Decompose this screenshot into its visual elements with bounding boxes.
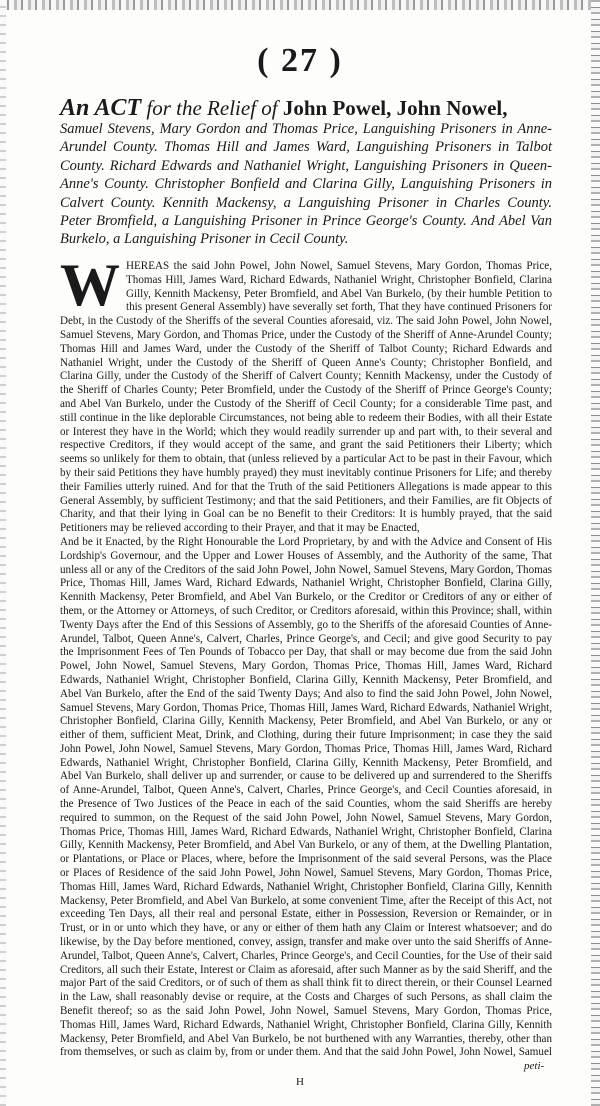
act-title-prefix: An ACT — [60, 95, 142, 121]
catchword: peti- — [524, 1060, 545, 1072]
preamble-text: HEREAS the said John Powel, John Nowel, Samuel Stevens, Mary Gordon, Thomas Price, Thomas Hill, James Ward, Richard Edwards, Nathaniel Wright, Christopher Bonfield, Clarina Gilly, Kennith Mackensy, Peter Bromfield, and Abel Van Burkelo, (by their humble Petition to this present General Assembly) have severally set forth, That they have continued Prisoners for Debt, in the Custody of the Sheriffs of the several Counties aforesaid, viz. The said John Powel, John Nowel, Samuel Stevens, Mary Gordon, and Thomas Price, under the Custody of the Sheriff of Anne-Arundel County; Thomas Hill and James Ward, under the Custody of the Sheriff of Talbot County; Richard Edwards and Nathaniel Wright, under the Custody of the Sheriff of Queen Anne's County; Christopher Bonfield, and Clarina Gilly, under the Custody of the Sheriff of Calvert County; Kennith Mackensy, under the Custody of the Sheriff of Charles County; Peter Bromfield, under the Custody of the Sheriff of Prince George's County; and Abel Van Burkelo, under the Custody of the Sheriff of Cecil County; for a considerable Time past, and still continue in the like deplorable Circumstances, not being able to redeem their Bodies, with all their Estate or Interest they have in the World; which they would readily surrender up and part with, to their several and respective Creditors, if they would accept of the same, and grant the said Petitioners their Liberty; which seems so unlikely for them to obtain, that (unless relieved by a particular Act to be past in their Favour, which by their said Petitions they have humbly prayed) they must inevitably continue Prisoners for Life; and thereby their Families utterly ruined. And for that the Truth of the said Petitioners Allegations is made appear to this General Assembly, by sufficient Testimony; and that the said Petitioners, and their Families, are fit Objects of Charity, and that their lying in Goal can be no Benefit to their Creditors: It is humbly prayed, that the said Petitioners may be relieved according to their Prayer, and that it may be Enacted, — [60, 260, 552, 535]
act-text — [60, 260, 552, 1060]
page-number: ( 27 ) — [257, 42, 343, 79]
signature-mark: H — [296, 1076, 304, 1088]
enactment-text: And be it Enacted, by the Right Honourable the Lord Proprietary, by and with the Advice and Consent of His Lordship's Governour, and the Upper and Lower Houses of Assembly, and the Authority of the same, That unless all or any of the Creditors of the said John Powel, John Nowel, Samuel Stevens, Mary Gordon, Thomas Price, Thomas Hill, James Ward, Richard Edwards, Nathaniel Wright, Christopher Bonfield, Clarina Gilly, Kennith Mackensy, Peter Bromfield, and Abel Van Burkelo, or the Creditor or Creditors of any or either of them, or the Attorney or Attorneys, of such Creditor, or Creditors aforesaid, within this Province; shall, within Twenty Days after the End of this Sessions of Assembly, go to the Sheriffs of the aforesaid Counties of Anne-Arundel, Talbot, Queen Anne's, Calvert, Charles, Prince George's, and Cecil; and give good Security to pay the Imprisonment Fees of Ten Pounds of Tobacco per Day, that shall or may become due from the said John Powel, John Nowel, Samuel Stevens, Mary Gordon, Thomas Price, Thomas Hill, James Ward, Richard Edwards, Nathaniel Wright, Christopher Bonfield, Clarina Gilly, Kennith Mackensy, Peter Bromfield, and Abel Van Burkelo, after the End of the said Twenty Days; And also to find the said John Powel, John Nowel, Samuel Stevens, Mary Gordon, Thomas Price, Thomas Hill, James Ward, Richard Edwards, Nathaniel Wright, Christopher Bonfield, Clarina Gilly, Kennith Mackensy, Peter Bromfield, and Abel Van Burkelo, or any or either of them, sufficient Meat, Drink, and Clothing, during their future Imprisonment; in case they the said John Powel, John Nowel, Samuel Stevens, Mary Gordon, Thomas Price, Thomas Hill, James Ward, Richard Edwards, Nathaniel Wright, Christopher Bonfield, Clarina Gilly, Kennith Mackensy, Peter Bromfield, and Abel Van Burkelo, shall deliver up and surrender, or cause to be delivered up and surrendered to the Sheriffs of Anne-Arundel, Talbot, Queen Anne's, Calvert, Charles, Prince George's, and Cecil Counties aforesaid, in the Presence of Two Justices of the Peace in each of the said Counties, whom the said Sheriffs are hereby required to summon, on the Request of the said John Powel, John Nowel, Samuel Stevens, Mary Gordon, Thomas Price, Thomas Hill, James Ward, Richard Edwards, Nathaniel Wright, Christopher Bonfield, Clarina Gilly, Kennith Mackensy, Peter Bromfield, and Abel Van Burkelo, or any of them, at the Dwelling Plantation, or Plantations, or Place or Places, where, before the Imprisonment of the said several Persons, was the Place or Places of Residence of the said John Powel, John Nowel, Samuel Stevens, Mary Gordon, Thomas Price, Thomas Hill, James Ward, Richard Edwards, Nathaniel Wright, Christopher Bonfield, Clarina Gilly, Kennith Mackensy, Peter Bromfield, and Abel Van Burkelo, at some convenient Time, after the Receipt of this Act, not exceeding Ten Days, all their real and personal Estate, either in Possession, Reversion or Remainder, or in Trust, or in or unto which they have, or any or either of them hath any Claim or Interest whatsoever; and do likewise, by the Day before mentioned, convey, assign, transfer and make over unto the said Sheriffs of Anne-Arundel, Talbot, Queen Anne's, Calvert, Charles, Prince George's, and Cecil Counties, for the Use of their said Creditors, all such their Estate, Interest or Claim as aforesaid, after such Manner as by the said Sheriff, and the major Part of the said Creditors, or of such of them as shall think fit to direct therein, or their Counsel Learned in the Law, shall reasonably devise or require, at the Costs and Charges of such Persons, as shall claim the Benefit thereof; so as the said John Powel, John Nowel, Samuel Stevens, Mary Gordon, Thomas Price, Thomas Hill, James Ward, Richard Edwards, Nathaniel Wright, Christopher Bonfield, Clarina Gilly, Kennith Mackensy, Peter Bromfield, and Abel Van Burkelo, be not burthened with any Warranties, thereby, other than from themselves, or such as claim by, from or under them. And that the said John Powel, John Nowel, Samuel — [60, 535, 552, 1059]
act-subtitle — [60, 120, 552, 249]
page-left-edge — [0, 0, 6, 1106]
enactment-paragraph — [60, 536, 552, 1060]
preamble-paragraph — [60, 260, 552, 536]
page-top-edge — [0, 0, 600, 10]
act-title — [60, 96, 552, 120]
act-title-connector: for the Relief of — [141, 96, 283, 120]
act-subtitle-text: Samuel Stevens, Mary Gordon and Thomas Price, Languishing Prisoners in Anne-Arundel County. Thomas Hill and James Ward, Languishing Prisoners in Talbot County. Richard Edwards and Nathaniel Wright, Languishing Prisoners in Queen-Anne's County. Christopher Bonfield and Clarina Gilly, Languishing Prisoners in Calvert County. Kennith Mackensy, a Languishing Prisoner in Charles County. Peter Bromfield, a Languishing Prisoner in Prince George's County. And Abel Van Burkelo, a Languishing Prisoner in Cecil County. — [60, 121, 552, 248]
act-title-names: John Powel, John Nowel, — [282, 96, 508, 120]
page-right-edge — [591, 0, 600, 1106]
drop-cap: W — [60, 260, 120, 318]
